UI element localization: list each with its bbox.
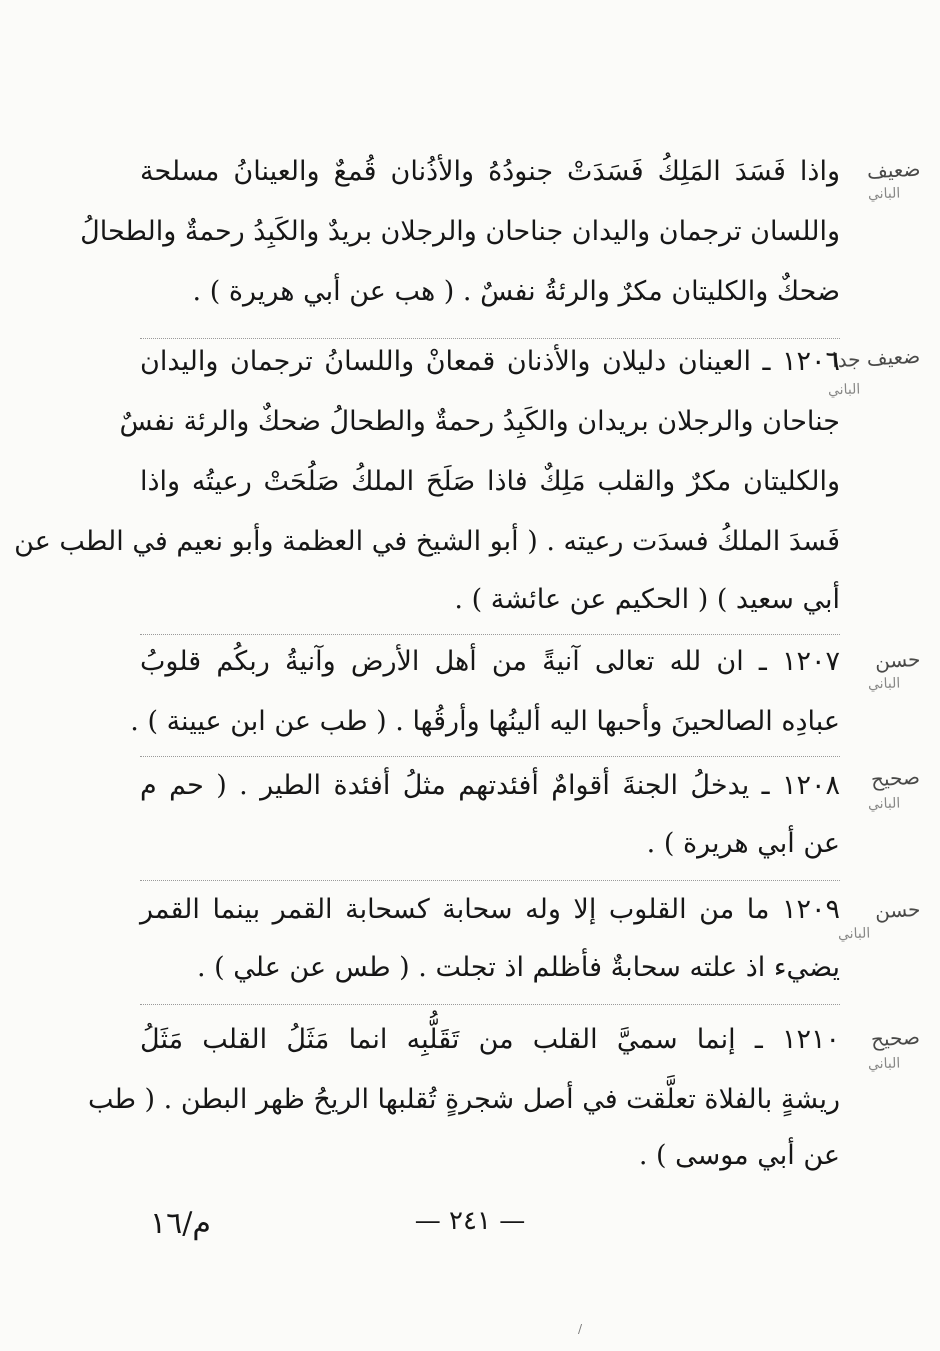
text-line: ضحكٌ والكليتان مكرٌ والرئةُ نفسٌ . ( هب عن أبي هريرة ) . bbox=[192, 276, 840, 307]
text-line: جناحان والرجلان بريدان والكَبِدُ رحمةٌ والطحالُ ضحكٌ والرئة نفسٌ bbox=[119, 406, 840, 437]
divider bbox=[140, 880, 840, 881]
text-line: ١٢٠٦ ـ العينان دليلان والأذنان قمعانْ واللسانُ ترجمان واليدان bbox=[140, 346, 840, 377]
text-line: ١٢١٠ ـ إنما سميَّ القلب من تَقَلُّبِه انما مَثَلُ القلب مَثَلُ bbox=[140, 1024, 840, 1055]
margin-note: حسن bbox=[873, 896, 921, 924]
text-line: عن أبي موسى ) . bbox=[638, 1140, 840, 1171]
margin-note-sub: الباني bbox=[837, 925, 871, 943]
signature-mark: م/١٦ bbox=[150, 1206, 211, 1241]
text-line: واذا فَسَدَ المَلِكُ فَسَدَتْ جنودُهُ والأذُنان قُمعٌ والعينانُ مسلحة bbox=[140, 156, 840, 187]
margin-note: ضعيف جدا bbox=[831, 343, 921, 373]
scan-speck: / bbox=[578, 1322, 583, 1336]
text-line: ١٢٠٩ ما من القلوب إلا وله سحابة كسحابة القمر بينما القمر bbox=[140, 894, 840, 925]
text-line: فَسدَ الملكُ فسدَت رعيته . ( أبو الشيخ في العظمة وأبو نعيم في الطب عن bbox=[14, 526, 840, 557]
text-line: ريشةٍ بالفلاة تعلَّقت في أصل شجرةٍ تُقلبها الريحُ ظهر البطن . ( طب bbox=[87, 1084, 840, 1115]
text-line: ١٢٠٧ ـ ان لله تعالى آنيةً من أهل الأرض وآنيةُ ربكُم قلوبُ bbox=[140, 646, 841, 677]
margin-note: ضعيف bbox=[866, 156, 921, 184]
margin-note: حسن bbox=[873, 646, 921, 674]
text-line: والكليتان مكرٌ والقلب مَلِكٌ فاذا صَلَحَ الملكُ صَلُحَتْ رعيتُه واذا bbox=[140, 466, 840, 497]
text-line: عن أبي هريرة ) . bbox=[646, 828, 840, 859]
margin-note-sub: الباني bbox=[827, 381, 861, 399]
margin-note-sub: الباني bbox=[867, 185, 901, 203]
text-line: عبادِه الصالحينَ وأحبها اليه ألينُها وأرقُها . ( طب عن ابن عيينة ) . bbox=[130, 706, 840, 737]
margin-note-sub: الباني bbox=[867, 1055, 901, 1073]
margin-note: صحيح bbox=[870, 764, 921, 792]
margin-note: صحيح bbox=[870, 1024, 921, 1052]
divider bbox=[140, 1004, 840, 1005]
page-number: — ٢٤١ — bbox=[414, 1206, 526, 1236]
margin-note-sub: الباني bbox=[867, 795, 901, 813]
text-line: واللسان ترجمان واليدان جناحان والرجلان بريدٌ والكَبِدُ رحمةٌ والطحالُ bbox=[80, 216, 840, 247]
text-line: ١٢٠٨ ـ يدخلُ الجنةَ أقوامٌ أفئدتهم مثلُ أفئدة الطير . ( حم م bbox=[140, 770, 840, 801]
text-line: يضيء اذ علته سحابةٌ فأظلم اذ تجلت . ( طس عن علي ) . bbox=[197, 952, 840, 983]
divider bbox=[140, 634, 840, 635]
divider bbox=[140, 338, 840, 339]
divider bbox=[140, 756, 840, 757]
text-line: أبي سعيد ) ( الحكيم عن عائشة ) . bbox=[454, 584, 840, 615]
margin-note-sub: الباني bbox=[867, 675, 901, 693]
